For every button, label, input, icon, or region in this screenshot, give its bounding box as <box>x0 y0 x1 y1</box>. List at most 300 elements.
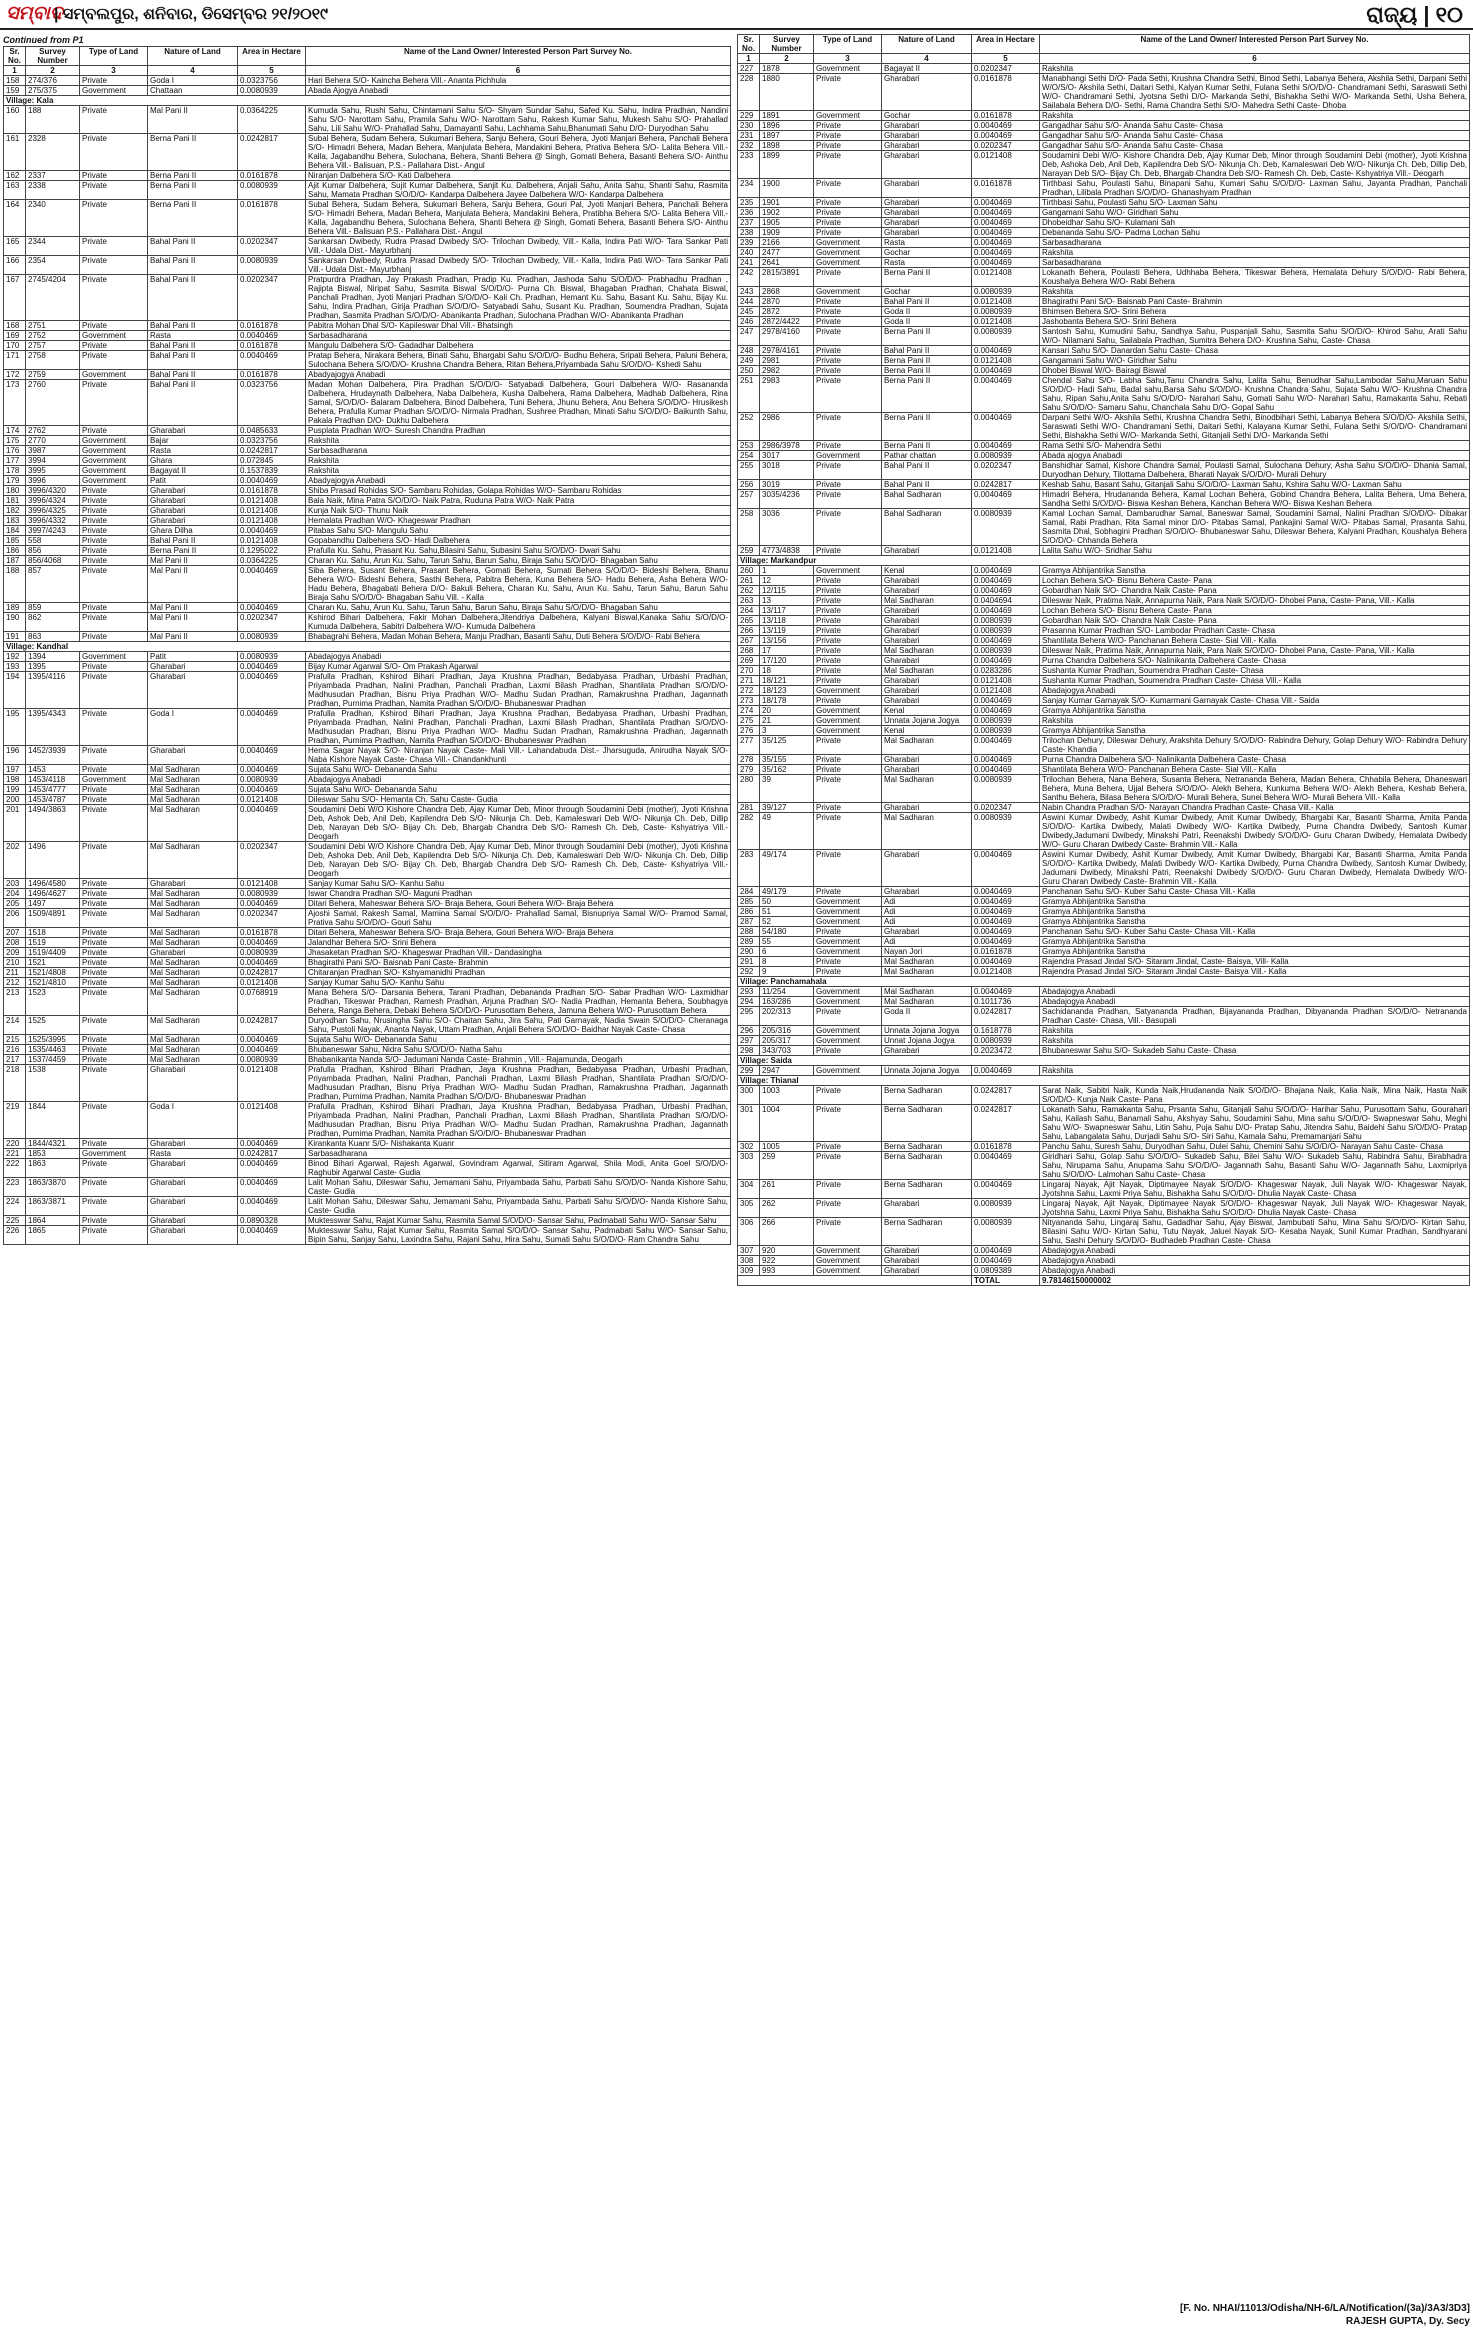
sr-no: 202 <box>4 842 26 879</box>
land-nature: Gharabari <box>882 887 972 897</box>
survey-number: 275/375 <box>26 86 80 96</box>
area-hectare: 0.0768919 <box>238 988 306 1016</box>
table-row <box>738 726 1470 736</box>
sr-no: 229 <box>738 111 760 121</box>
owner-names: Trilochan Dehury, Dileswar Dehury, Arakshita Dehury S/O/D/O- Rabindra Dehury, Golap Dehury W/O- Rabindra Dehury Caste- Khandia <box>1040 736 1470 755</box>
sr-no: 275 <box>738 716 760 726</box>
owner-names: Abadajogya Anabadi <box>1040 987 1470 997</box>
land-nature: Bahal Sadharan <box>882 509 972 546</box>
land-nature: Berna Pani II <box>882 413 972 441</box>
owner-names: Gangadhar Sahu S/O- Ananda Sahu Caste- Chasa <box>1040 141 1470 151</box>
table-row <box>738 1256 1470 1266</box>
land-type: Private <box>814 1105 882 1142</box>
table-row <box>738 666 1470 676</box>
land-nature: Ghara Dilha <box>148 526 238 536</box>
land-type: Government <box>814 1066 882 1076</box>
table-row <box>738 441 1470 451</box>
land-nature: Gharabari <box>882 74 972 111</box>
owner-names: Prafulla Ku. Sahu, Prasant Ku. Sahu,Bilasini Sahu, Subasini Sahu S/O/D/O- Dwari Sahu <box>306 546 731 556</box>
owner-names: Bhagirathi Pani S/O- Baisnab Pani Caste- Brahmin <box>306 958 731 968</box>
land-type: Private <box>80 1216 148 1226</box>
survey-number: 3994 <box>26 456 80 466</box>
survey-number: 1899 <box>760 151 814 179</box>
area-hectare: 0.0040469 <box>972 927 1040 937</box>
table-row <box>738 248 1470 258</box>
land-nature: Gochar <box>882 287 972 297</box>
area-hectare: 0.0040469 <box>238 899 306 909</box>
owner-names: Nabin Chandra Pradhan S/O- Narayan Chandra Pradhan Caste- Chasa Vill.- Kalla <box>1040 803 1470 813</box>
table-row <box>738 1105 1470 1142</box>
land-type: Government <box>814 1246 882 1256</box>
survey-number: 1496/4627 <box>26 889 80 899</box>
area-hectare: 0.0080939 <box>238 632 306 642</box>
table-row <box>738 706 1470 716</box>
sr-no: 204 <box>4 889 26 899</box>
table-row <box>4 795 731 805</box>
table-row <box>4 842 731 879</box>
land-type: Private <box>80 506 148 516</box>
land-type: Private <box>814 121 882 131</box>
land-nature: Mal Sadharan <box>148 795 238 805</box>
table-row <box>738 813 1470 850</box>
sr-no: 222 <box>4 1159 26 1178</box>
village-name: Village: Markandpur <box>738 556 1470 566</box>
area-hectare: 0.0040469 <box>238 805 306 842</box>
land-nature: Patit <box>148 652 238 662</box>
land-type: Private <box>80 256 148 275</box>
land-type: Private <box>814 803 882 813</box>
area-hectare: 0.0809389 <box>972 1266 1040 1276</box>
land-nature: Gharabari <box>882 1246 972 1256</box>
survey-number: 1863/3871 <box>26 1197 80 1216</box>
owner-names: Sujata Sahu W/O- Debananda Sahu <box>306 785 731 795</box>
land-type: Private <box>80 662 148 672</box>
area-hectare: 0.0040469 <box>238 526 306 536</box>
owner-names: Hemalata Pradhan W/O- Khageswar Pradhan <box>306 516 731 526</box>
table-row <box>4 380 731 426</box>
land-nature: Bahal Pani II <box>148 351 238 370</box>
land-type: Private <box>80 928 148 938</box>
land-nature: Mal Sadharan <box>882 666 972 676</box>
table-row <box>4 785 731 795</box>
area-hectare: 0.0161878 <box>238 321 306 331</box>
land-nature: Bahal Pani II <box>882 461 972 480</box>
land-type: Government <box>814 451 882 461</box>
owner-names: Jalandhar Behera S/O- Srini Behera <box>306 938 731 948</box>
land-nature: Gharabari <box>882 218 972 228</box>
land-nature: Kenal <box>882 726 972 736</box>
land-nature: Bahal Pani II <box>148 341 238 351</box>
land-nature: Bagayat II <box>882 64 972 74</box>
sr-no: 167 <box>4 275 26 321</box>
table-row <box>4 613 731 632</box>
land-type: Private <box>80 1016 148 1035</box>
area-hectare: 0.0040469 <box>972 957 1040 967</box>
table-row <box>4 1216 731 1226</box>
land-type: Government <box>80 370 148 380</box>
owner-names: Pabitra Mohan Dhal S/O- Kapileswar Dhal Vill.- Bhatsingh <box>306 321 731 331</box>
sr-no: 260 <box>738 566 760 576</box>
land-nature: Bahal Pani II <box>882 297 972 307</box>
table-row <box>4 351 731 370</box>
owner-names: Sanjay Kumar Sahu S/O- Kanhu Sahu <box>306 879 731 889</box>
land-type: Private <box>80 496 148 506</box>
survey-number: 2759 <box>26 370 80 380</box>
survey-number: 2815/3891 <box>760 268 814 287</box>
sr-no: 175 <box>4 436 26 446</box>
land-type: Private <box>80 765 148 775</box>
table-row <box>738 765 1470 775</box>
table-row <box>738 586 1470 596</box>
owner-names: Lingaraj Nayak, Ajit Nayak, Diptimayee Nayak S/O/D/O- Khageswar Nayak, Juli Nayak W/O- Khageswar Nayak, Jyotshna Sahu, Laxmi Priya Sahu, Bishakha Sahu S/O/D/O- Dhulia Nayak Caste- Chasa <box>1040 1180 1470 1199</box>
table-row <box>738 987 1470 997</box>
land-type: Private <box>80 938 148 948</box>
survey-number: 1891 <box>760 111 814 121</box>
owner-names: Dileswar Naik, Pratima Naik, Annapurna Naik, Para Naik S/O/D/O- Dhobei Pana, Caste- Pana, Vill.- Kalla <box>1040 646 1470 656</box>
survey-number: 3035/4236 <box>760 490 814 509</box>
land-type: Private <box>814 317 882 327</box>
area-hectare: 0.0161878 <box>238 928 306 938</box>
sr-no: 253 <box>738 441 760 451</box>
land-nature: Goda I <box>148 1102 238 1139</box>
survey-number: 2758 <box>26 351 80 370</box>
table-row <box>4 370 731 380</box>
area-hectare: 0.0080939 <box>972 626 1040 636</box>
owner-names: Dileswar Sahu S/O- Hemanta Ch. Sahu Caste- Gudia <box>306 795 731 805</box>
sr-no: 249 <box>738 356 760 366</box>
owner-names: Abadajogya Anabadi <box>1040 1266 1470 1276</box>
land-nature: Nayan Jori <box>882 947 972 957</box>
land-type: Private <box>80 106 148 134</box>
table-row <box>4 1197 731 1216</box>
sr-no: 272 <box>738 686 760 696</box>
area-hectare: 0.0202347 <box>972 141 1040 151</box>
land-nature: Gharabari <box>148 426 238 436</box>
owner-names: Sushanta Kumar Pradhan, Soumendra Pradhan Caste- Chasa Vill.- Kalla <box>1040 676 1470 686</box>
sr-no: 199 <box>4 785 26 795</box>
table-row <box>4 275 731 321</box>
table-row <box>4 526 731 536</box>
survey-number: 49 <box>760 813 814 850</box>
sr-no: 309 <box>738 1266 760 1276</box>
area-hectare: 0.0242817 <box>972 1007 1040 1026</box>
area-hectare: 0.0040469 <box>238 1197 306 1216</box>
land-nature: Ghara <box>148 456 238 466</box>
survey-number: 39 <box>760 775 814 803</box>
land-type: Private <box>814 1199 882 1218</box>
sr-no: 233 <box>738 151 760 179</box>
land-type: Government <box>80 476 148 486</box>
table-row <box>738 626 1470 636</box>
land-nature: Gharabari <box>148 1159 238 1178</box>
survey-number: 920 <box>760 1246 814 1256</box>
owner-names: Gangadhar Sahu S/O- Ananda Sahu Caste- Chasa <box>1040 131 1470 141</box>
owner-names: Rakshita <box>1040 1066 1470 1076</box>
area-hectare: 0.0080939 <box>238 889 306 899</box>
table-row <box>4 516 731 526</box>
area-hectare: 0.0080939 <box>238 775 306 785</box>
column-header: Sr. No. <box>4 47 26 66</box>
column-number: 5 <box>972 54 1040 64</box>
owner-names: Rakshita <box>306 466 731 476</box>
land-type: Government <box>80 86 148 96</box>
land-type: Government <box>814 248 882 258</box>
land-nature: Berna Sadharan <box>882 1218 972 1246</box>
area-hectare: 0.0080939 <box>238 86 306 96</box>
survey-number: 3996/4332 <box>26 516 80 526</box>
sr-no: 187 <box>4 556 26 566</box>
area-hectare: 0.0364225 <box>238 556 306 566</box>
table-row <box>738 74 1470 111</box>
area-hectare: 0.0323756 <box>238 436 306 446</box>
area-hectare: 0.0040469 <box>238 662 306 672</box>
survey-number: 1395 <box>26 662 80 672</box>
area-hectare: 0.0080939 <box>238 256 306 275</box>
table-row <box>4 672 731 709</box>
column-header: Sr. No. <box>738 35 760 54</box>
sr-no: 252 <box>738 413 760 441</box>
owner-names: Bhubaneswar Sahu, Nidra Sahu S/O/D/O- Natha Sahu <box>306 1045 731 1055</box>
owner-names: Lochan Behera S/O- Bisnu Behera Caste- Pana <box>1040 576 1470 586</box>
sr-no: 178 <box>4 466 26 476</box>
land-nature: Berna Pani II <box>882 327 972 346</box>
table-row <box>4 536 731 546</box>
table-row <box>738 1036 1470 1046</box>
sr-no: 276 <box>738 726 760 736</box>
survey-number: 51 <box>760 907 814 917</box>
sr-no: 210 <box>4 958 26 968</box>
survey-number: 1395/4343 <box>26 709 80 746</box>
village-row <box>738 1076 1470 1086</box>
sr-no: 160 <box>4 106 26 134</box>
survey-number: 1905 <box>760 218 814 228</box>
sr-no: 292 <box>738 967 760 977</box>
survey-number: 1519 <box>26 938 80 948</box>
land-nature: Berna Sadharan <box>882 1105 972 1142</box>
owner-names: Subal Behera, Sudam Behera, Sukumari Behera, Sanju Behera, Gouri Pal, Jyoti Manjari Behera, Panchali Behera S/O- Himadri Behera, Madan Behera, Manjulata Behera, Mandakini Behera, Pratibha Behera S/O- Lalita Behera Vill.- Kalla, Jagabandhu Behera, Sulochana Behera, Shanti Behera @ Singh, Gomati Behera, Basanti Behera S/O- Ainthu Behera Vill.- Balisuan P.S.- Pallahara Dist.- Angul <box>306 200 731 237</box>
land-type: Government <box>814 706 882 716</box>
table-row <box>738 238 1470 248</box>
area-hectare: 0.0242817 <box>972 480 1040 490</box>
survey-number: 3997/4243 <box>26 526 80 536</box>
area-hectare: 0.0040469 <box>972 706 1040 716</box>
owner-names: Manabhangi Sethi D/O- Pada Sethi, Krushna Chandra Sethi, Binod Sethi, Labanya Behera, Akshila Sethi, Darpani Sethi W/O/S/O- Akshila Sethi, Daitari Sethi, Kalyan Kumar Sethi, Fulana Sethi S/O/D/O- Chandramani Sethi, Saraswati Sethi W/O- Chandramani Sethi, Jyotsna Sethi D/O- Markanda Sethi, Bishakha Sethi W/O- Markanda Sethi, Usha Behera, Sailabala Behera D/O- Sethi, Rama Chandra Sethi S/O- Mahedra Sethi Caste- Dhoba <box>1040 74 1470 111</box>
survey-number: 1003 <box>760 1086 814 1105</box>
owner-names: Giridhari Sahu, Golap Sahu S/O/D/O- Sukadeb Sahu, Bilei Sahu W/O- Sukadeb Sahu, Rabindra Sahu, Birabhadra Sahu, Nirupama Sahu, Anupama Sahu S/O/D/O- Jagannath Sahu, Basanti Sahu W/O- Jagannath Sahu, Laxmipriya Sahu S/O/D/O- Lalmohan Sahu Caste- Chasa <box>1040 1152 1470 1180</box>
land-type: Private <box>814 736 882 755</box>
survey-number: 1898 <box>760 141 814 151</box>
survey-number: 3 <box>760 726 814 736</box>
survey-number: 55 <box>760 937 814 947</box>
village-row <box>4 96 731 106</box>
area-hectare: 0.0040469 <box>972 586 1040 596</box>
sr-no: 223 <box>4 1178 26 1197</box>
survey-number: 49/174 <box>760 850 814 887</box>
land-nature: Gharabari <box>882 198 972 208</box>
survey-number: 1394 <box>26 652 80 662</box>
land-type: Private <box>814 208 882 218</box>
land-nature: Berna Pani II <box>148 171 238 181</box>
sr-no: 297 <box>738 1036 760 1046</box>
area-hectare: 0.0040469 <box>972 1066 1040 1076</box>
land-nature: Bahal Pani II <box>882 346 972 356</box>
land-type: Government <box>814 897 882 907</box>
land-type: Private <box>814 198 882 208</box>
land-type: Private <box>80 889 148 899</box>
table-row <box>738 208 1470 218</box>
land-nature: Mal Pani II <box>148 632 238 642</box>
survey-number: 202/313 <box>760 1007 814 1026</box>
table-row <box>738 258 1470 268</box>
sr-no: 198 <box>4 775 26 785</box>
land-type: Government <box>814 238 882 248</box>
sr-no: 188 <box>4 566 26 603</box>
area-hectare: 0.0040469 <box>972 887 1040 897</box>
area-hectare: 0.0040469 <box>238 351 306 370</box>
sr-no: 163 <box>4 181 26 200</box>
survey-number: 2751 <box>26 321 80 331</box>
table-row <box>4 341 731 351</box>
land-type: Private <box>80 1139 148 1149</box>
survey-number: 1900 <box>760 179 814 198</box>
land-type: Private <box>814 1142 882 1152</box>
survey-number: 1452/3939 <box>26 746 80 765</box>
sr-no: 226 <box>4 1226 26 1245</box>
survey-number: 1496 <box>26 842 80 879</box>
sr-no: 197 <box>4 765 26 775</box>
owner-names: Gangamani Sahu W/O- Giridhar Sahu <box>1040 356 1470 366</box>
header-row <box>4 47 731 66</box>
sr-no: 280 <box>738 775 760 803</box>
land-type: Private <box>80 1178 148 1197</box>
area-hectare: 0.0202347 <box>972 803 1040 813</box>
sr-no: 254 <box>738 451 760 461</box>
survey-number: 1518 <box>26 928 80 938</box>
area-hectare: 0.0080939 <box>972 775 1040 803</box>
sr-no: 263 <box>738 596 760 606</box>
survey-number: 1537/4459 <box>26 1055 80 1065</box>
owner-names: Gramya Abhijantrika Sanstha <box>1040 917 1470 927</box>
land-type: Private <box>80 171 148 181</box>
table-row <box>738 947 1470 957</box>
land-nature: Gharabari <box>148 516 238 526</box>
table-row <box>4 76 731 86</box>
table-row <box>738 366 1470 376</box>
sr-no: 244 <box>738 297 760 307</box>
owner-names: Abadajogya Anabadi <box>1040 997 1470 1007</box>
table-row <box>738 887 1470 897</box>
table-row <box>738 317 1470 327</box>
land-nature: Mal Sadharan <box>148 988 238 1016</box>
table-row <box>738 509 1470 546</box>
survey-number: 13/118 <box>760 616 814 626</box>
land-type: Government <box>814 997 882 1007</box>
land-nature: Berna Sadharan <box>882 1180 972 1199</box>
area-hectare: 0.0040469 <box>972 346 1040 356</box>
table-row <box>738 1152 1470 1180</box>
land-type: Private <box>814 596 882 606</box>
area-hectare: 0.0080939 <box>972 1036 1040 1046</box>
area-hectare: 0.0080939 <box>238 181 306 200</box>
area-hectare: 0.0040469 <box>972 258 1040 268</box>
land-type: Private <box>80 321 148 331</box>
left-table-header <box>4 47 731 76</box>
area-hectare: 0.0040469 <box>972 897 1040 907</box>
owner-names: Debananda Sahu S/O- Padma Lochan Sahu <box>1040 228 1470 238</box>
land-nature: Berna Pani II <box>882 366 972 376</box>
land-type: Private <box>814 765 882 775</box>
land-type: Private <box>814 1218 882 1246</box>
land-nature: Gharabari <box>882 576 972 586</box>
table-row <box>4 899 731 909</box>
sr-no: 211 <box>4 968 26 978</box>
land-type: Private <box>80 556 148 566</box>
area-hectare: 0.0040469 <box>972 1152 1040 1180</box>
table-row <box>738 775 1470 803</box>
survey-number: 2328 <box>26 134 80 171</box>
table-row <box>4 237 731 256</box>
land-type: Private <box>80 709 148 746</box>
land-nature: Berna Sadharan <box>882 1142 972 1152</box>
survey-number: 261 <box>760 1180 814 1199</box>
owner-names: Prasanna Kumar Pradhan S/O- Lambodar Pradhan Caste- Chasa <box>1040 626 1470 636</box>
sr-no: 294 <box>738 997 760 1007</box>
land-type: Private <box>80 526 148 536</box>
land-nature: Rasta <box>148 1149 238 1159</box>
survey-number: 1395/4116 <box>26 672 80 709</box>
owner-names: Kansari Sahu S/O- Danardan Sahu Caste- Chasa <box>1040 346 1470 356</box>
land-nature: Gharabari <box>148 879 238 889</box>
survey-number: 1863 <box>26 1159 80 1178</box>
land-type: Private <box>814 546 882 556</box>
area-hectare: 0.0121408 <box>238 516 306 526</box>
village-name: Village: Panchamahala <box>738 977 1470 987</box>
land-type: Private <box>814 626 882 636</box>
land-nature: Gharabari <box>148 506 238 516</box>
owner-names: Rajendra Prasad Jindal S/O- Sitaram Jindal Caste- Baisya Vill.- Kalla <box>1040 967 1470 977</box>
sr-no: 192 <box>4 652 26 662</box>
area-hectare: 0.0040469 <box>238 1159 306 1178</box>
land-nature: Unnata Jojana Jogya <box>882 1066 972 1076</box>
survey-number: 2986/3978 <box>760 441 814 451</box>
table-row <box>4 486 731 496</box>
owner-names: Rama Sethi S/O- Mahendra Sethi <box>1040 441 1470 451</box>
land-type: Private <box>814 1086 882 1105</box>
header-row <box>738 35 1470 54</box>
land-nature: Gharabari <box>882 131 972 141</box>
survey-number: 2872 <box>760 307 814 317</box>
area-hectare: 0.0283286 <box>972 666 1040 676</box>
survey-number: 993 <box>760 1266 814 1276</box>
table-row <box>4 775 731 785</box>
owner-names: Gramya Abhijantrika Sanstha <box>1040 566 1470 576</box>
table-row <box>4 652 731 662</box>
land-nature: Bahal Pani II <box>148 256 238 275</box>
area-hectare: 0.0040469 <box>972 907 1040 917</box>
land-type: Private <box>814 327 882 346</box>
table-row <box>4 426 731 436</box>
survey-number: 1519/4409 <box>26 948 80 958</box>
land-nature: Mal Sadharan <box>148 909 238 928</box>
area-hectare: 0.0121408 <box>238 496 306 506</box>
sr-no: 267 <box>738 636 760 646</box>
land-nature: Berna Pani II <box>148 181 238 200</box>
right-table-body <box>738 64 1470 1276</box>
land-type: Private <box>80 958 148 968</box>
survey-number: 52 <box>760 917 814 927</box>
table-row <box>738 179 1470 198</box>
land-type: Private <box>80 426 148 436</box>
